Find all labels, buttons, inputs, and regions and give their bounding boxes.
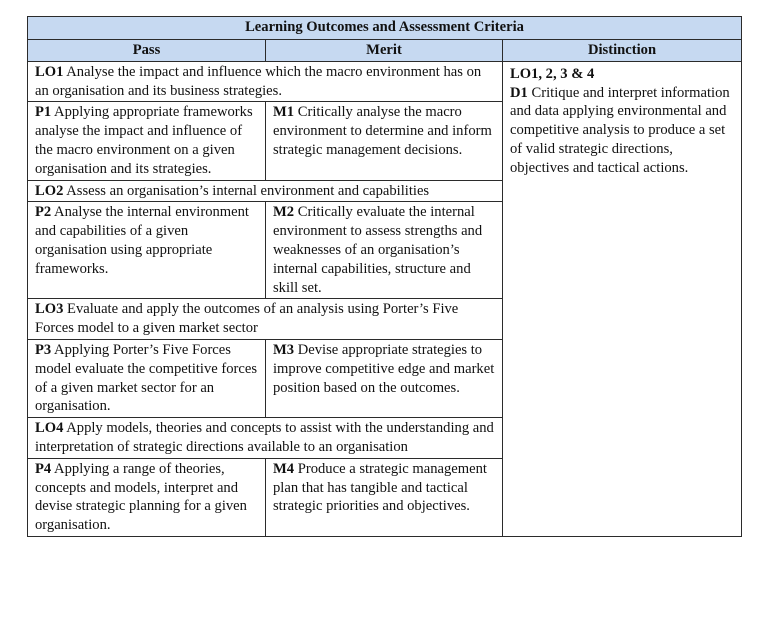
criterion-code: M2 (273, 204, 295, 221)
merit-criterion-m3 (266, 339, 503, 417)
merit-criterion-m1 (266, 102, 503, 180)
criterion-text: Analyse the internal environment and capabilities of a given organisation using appropriate frameworks. (35, 204, 249, 277)
pass-criterion-p3 (28, 339, 266, 417)
outcome-code: LO4 (35, 420, 64, 437)
learning-outcome-lo3 (28, 299, 503, 340)
criterion-text: Devise appropriate strategies to improve competitive edge and market position based on the outcomes. (273, 341, 495, 396)
table-title: Learning Outcomes and Assessment Criteria (28, 17, 742, 40)
merit-criterion-m2 (266, 202, 503, 299)
distinction-criteria (503, 61, 742, 536)
criterion-code: M1 (273, 104, 295, 121)
criterion-code: P4 (35, 460, 52, 477)
column-header-merit: Merit (266, 40, 503, 62)
distinction-code: D1 (510, 84, 528, 101)
criterion-code: P2 (35, 204, 52, 221)
pass-criterion-p2 (28, 202, 266, 299)
outcome-code: LO1 (35, 63, 64, 80)
outcome-text: Analyse the impact and influence which the macro environment has on an organisation and its business strategies. (35, 63, 482, 99)
column-header-pass: Pass (28, 40, 266, 62)
criterion-text: Applying appropriate frameworks analyse the impact and influence of the macro environment on a given organisation and its strategies. (35, 104, 253, 177)
outcome-code: LO2 (35, 182, 64, 199)
learning-outcome-row (28, 61, 742, 102)
merit-criterion-m4 (266, 458, 503, 536)
column-header-row (28, 40, 742, 62)
pass-criterion-p1 (28, 102, 266, 180)
learning-outcome-lo1 (28, 61, 503, 102)
outcome-text: Apply models, theories and concepts to assist with the understanding and interpretation of strategic directions available to an organisation (35, 420, 494, 455)
pass-criterion-p4 (28, 458, 266, 536)
criterion-text: Critically analyse the macro environment to determine and inform strategic management decisions. (273, 104, 492, 158)
outcome-code: LO3 (35, 301, 64, 318)
criterion-text: Critically evaluate the internal environment to assess strengths and weaknesses of an organisation’s internal capabilities, structure and skill set. (273, 204, 483, 296)
criterion-code: M4 (273, 460, 295, 477)
assessment-criteria-table (27, 16, 742, 537)
outcome-text: Evaluate and apply the outcomes of an analysis using Porter’s Five Forces model to a given market sector (35, 301, 459, 337)
criterion-text: Produce a strategic management plan that has tangible and tactical strategic priorities and objectives. (273, 460, 487, 515)
learning-outcome-lo2 (28, 180, 503, 202)
criterion-text: Applying Porter’s Five Forces model evaluate the competitive forces of a given market sector for an organisation. (35, 341, 258, 415)
criterion-code: M3 (273, 341, 295, 358)
outcome-text: Assess an organisation’s internal environment and capabilities (63, 182, 430, 199)
column-header-distinction: Distinction (503, 40, 742, 62)
learning-outcome-lo4 (28, 418, 503, 459)
criterion-code: P1 (35, 104, 52, 121)
criterion-code: P3 (35, 341, 52, 358)
distinction-heading: LO1, 2, 3 & 4 (510, 65, 595, 82)
criterion-text: Applying a range of theories, concepts and models, interpret and devise strategic planning for a given organisation. (35, 460, 247, 534)
distinction-text: Critique and interpret information and data applying environmental and competitive analysis to produce a set of valid strategic directions, objectives and tactical actions. (510, 84, 730, 176)
table-title-row (28, 17, 742, 40)
